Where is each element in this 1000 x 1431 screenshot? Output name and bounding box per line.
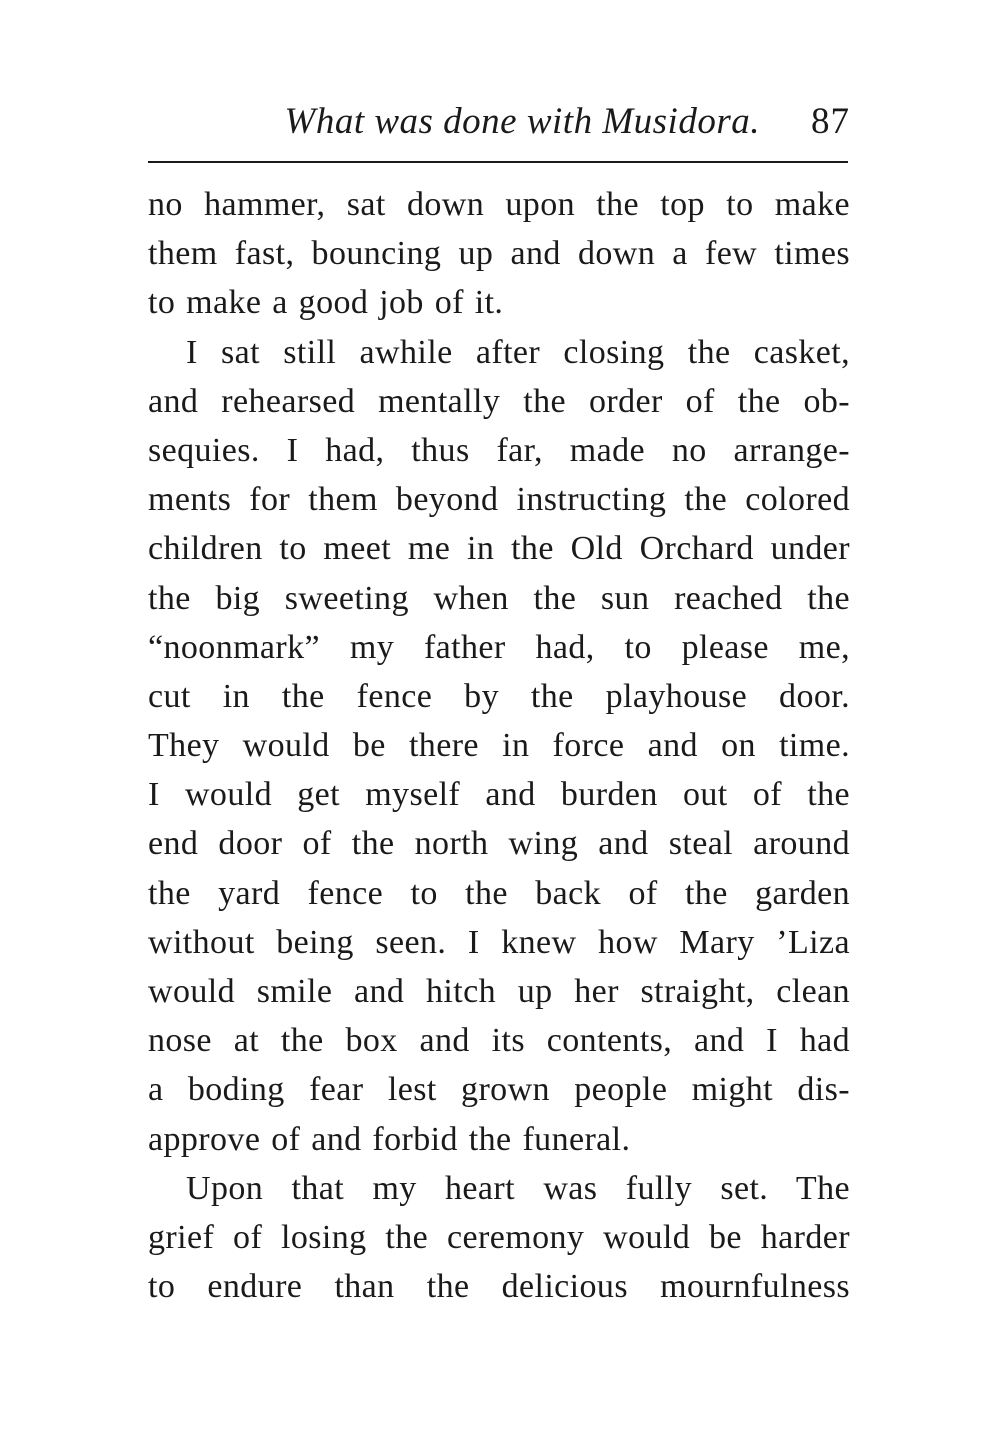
text-line: to make a good job of it. xyxy=(148,284,504,322)
text-line: without being seen. I knew how Mary ’Liza xyxy=(148,923,850,961)
body-text xyxy=(148,180,850,1311)
text-line: approve of and forbid the funeral. xyxy=(148,1120,631,1158)
text-line: Upon that my heart was fully set. The xyxy=(186,1169,850,1207)
text-line: I would get myself and burden out of the xyxy=(148,776,850,814)
text-line: sequies. I had, thus far, made no arrange- xyxy=(148,431,850,469)
text-line: grief of losing the ceremony would be harder xyxy=(148,1218,850,1256)
text-line: the yard fence to the back of the garden xyxy=(148,874,850,912)
text-line: They would be there in force and on time. xyxy=(148,727,850,765)
text-line: and rehearsed mentally the order of the ob- xyxy=(148,382,850,420)
running-head xyxy=(148,96,850,148)
header-rule xyxy=(148,161,848,163)
text-line: them fast, bouncing up and down a few times xyxy=(148,235,850,273)
running-title: What was done with Musidora. xyxy=(284,101,760,142)
text-line: “noonmark” my father had, to please me, xyxy=(148,628,850,666)
text-line: end door of the north wing and steal around xyxy=(148,825,850,863)
text-line: I sat still awhile after closing the casket, xyxy=(186,333,850,371)
text-line: to endure than the delicious mournfulness xyxy=(148,1268,850,1306)
text-line: would smile and hitch up her straight, clean xyxy=(148,973,850,1010)
page-number: 87 xyxy=(811,101,850,142)
text-line: the big sweeting when the sun reached the xyxy=(148,579,850,617)
text-line: no hammer, sat down upon the top to make xyxy=(148,186,850,223)
text-line: children to meet me in the Old Orchard under xyxy=(148,530,850,568)
text-line: ments for them beyond instructing the colored xyxy=(148,481,850,519)
text-line: nose at the box and its contents, and I had xyxy=(148,1022,850,1060)
text-line: cut in the fence by the playhouse door. xyxy=(148,677,850,715)
text-line: a boding fear lest grown people might dis- xyxy=(148,1071,850,1109)
